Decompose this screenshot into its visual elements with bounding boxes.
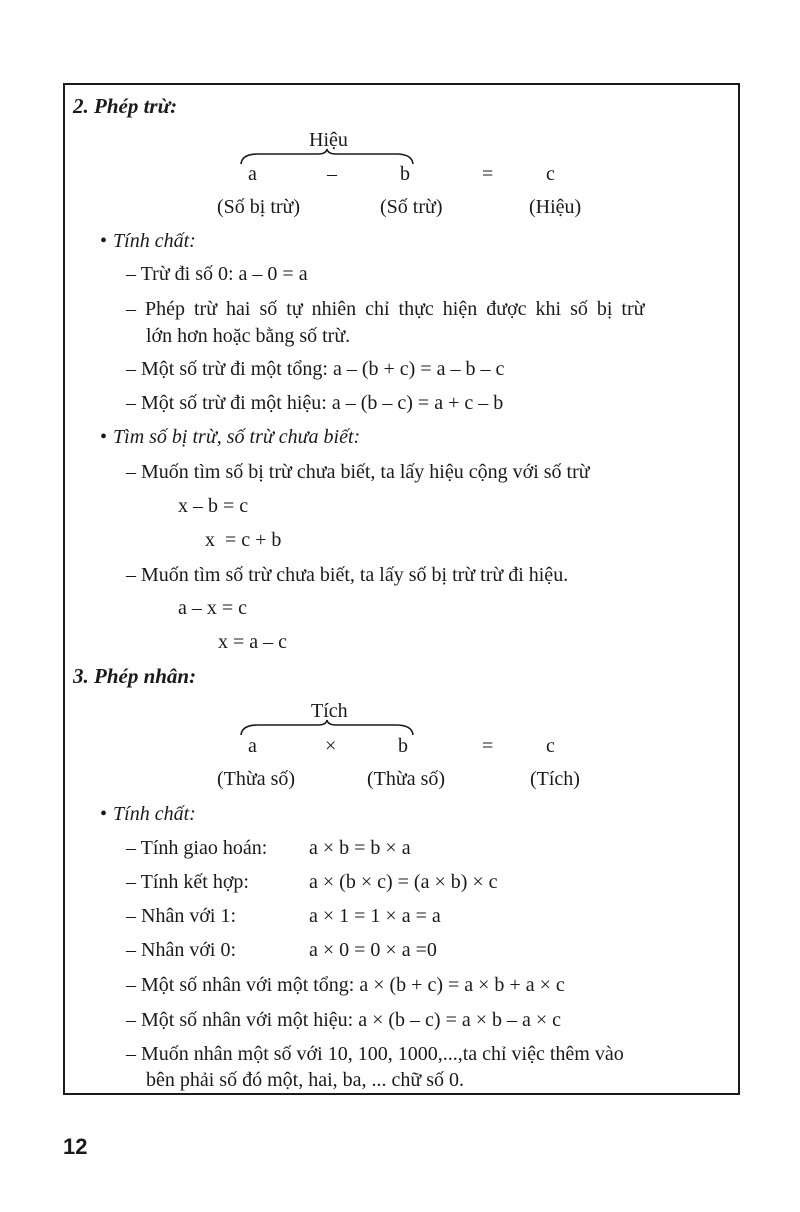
subtraction-a: a	[248, 163, 257, 185]
find-minuend-eq-2: x = c + b	[205, 529, 282, 551]
property-row-formula: a × b = b × a	[309, 837, 411, 859]
multiplication-heading: 3. Phép nhân:	[73, 664, 197, 688]
multiplication-name-c: (Tích)	[530, 768, 580, 790]
multiplication-operator: ×	[325, 735, 337, 757]
subtraction-property-2: – Phép trừ hai số tự nhiên chỉ thực hiện được khi số bị trừ	[126, 298, 645, 320]
multiplication-name-b: (Thừa số)	[367, 768, 446, 790]
subtraction-property-3: – Một số trừ đi một tổng: a – (b + c) = a – b – c	[126, 358, 505, 380]
property-row-label: – Nhân với 1:	[126, 905, 237, 927]
subtraction-name-c: (Hiệu)	[529, 196, 582, 218]
subtraction-c: c	[546, 163, 555, 185]
find-minuend-eq-1: x – b = c	[178, 495, 249, 517]
subtraction-property-2-cont: lớn hơn hoặc bằng số trừ.	[146, 325, 351, 347]
find-subtrahend-eq-1: a – x = c	[178, 597, 248, 619]
multiply-powers-of-ten-rule-cont: bên phải số đó một, hai, ba, ... chữ số 0.	[146, 1069, 465, 1091]
find-minuend-rule: – Muốn tìm số bị trừ chưa biết, ta lấy hiệu cộng với số trừ	[126, 461, 590, 483]
subtraction-heading: 2. Phép trừ:	[73, 94, 178, 118]
subtraction-name-b: (Số trừ)	[380, 196, 443, 218]
subtraction-b: b	[400, 163, 410, 185]
property-row-formula: a × 1 = 1 × a = a	[309, 905, 441, 927]
property-row-formula: a × 0 = 0 × a =0	[309, 939, 437, 961]
subtraction-property-4: – Một số trừ đi một hiệu: a – (b – c) = a + c – b	[126, 392, 504, 414]
property-row-label: – Nhân với 0:	[126, 939, 237, 961]
subtraction-equals: =	[482, 163, 494, 185]
find-subtrahend-eq-2: x = a – c	[218, 631, 288, 653]
property-row-label: – Tính giao hoán:	[126, 837, 268, 859]
multiply-sum-rule: – Một số nhân với một tổng: a × (b + c) = a × b + a × c	[126, 974, 565, 996]
multiplication-equals: =	[482, 735, 494, 757]
property-row-formula: a × (b × c) = (a × b) × c	[309, 871, 498, 893]
multiplication-name-a: (Thừa số)	[217, 768, 296, 790]
multiply-difference-rule: – Một số nhân với một hiệu: a × (b – c) = a × b – a × c	[126, 1009, 562, 1031]
subtraction-operator: –	[327, 163, 337, 185]
property-row-label: – Tính kết hợp:	[126, 871, 249, 893]
find-subtrahend-rule: – Muốn tìm số trừ chưa biết, ta lấy số bị trừ trừ đi hiệu.	[126, 564, 569, 586]
multiplication-properties-title: • Tính chất:	[100, 802, 196, 826]
page-number: 12	[63, 1134, 88, 1159]
multiplication-b: b	[398, 735, 408, 757]
subtraction-properties-title: • Tính chất:	[100, 229, 196, 253]
subtraction-name-a: (Số bị trừ)	[217, 196, 301, 218]
multiplication-a: a	[248, 735, 257, 757]
subtraction-property-1: – Trừ đi số 0: a – 0 = a	[126, 263, 308, 285]
multiplication-c: c	[546, 735, 555, 757]
multiply-powers-of-ten-rule: – Muốn nhân một số với 10, 100, 1000,...,ta chỉ việc thêm vào	[126, 1043, 624, 1065]
multiplication-result-label: Tích	[311, 700, 348, 722]
subtraction-result-label: Hiệu	[309, 129, 348, 151]
subtraction-find-title: • Tìm số bị trừ, số trừ chưa biết:	[100, 425, 360, 449]
